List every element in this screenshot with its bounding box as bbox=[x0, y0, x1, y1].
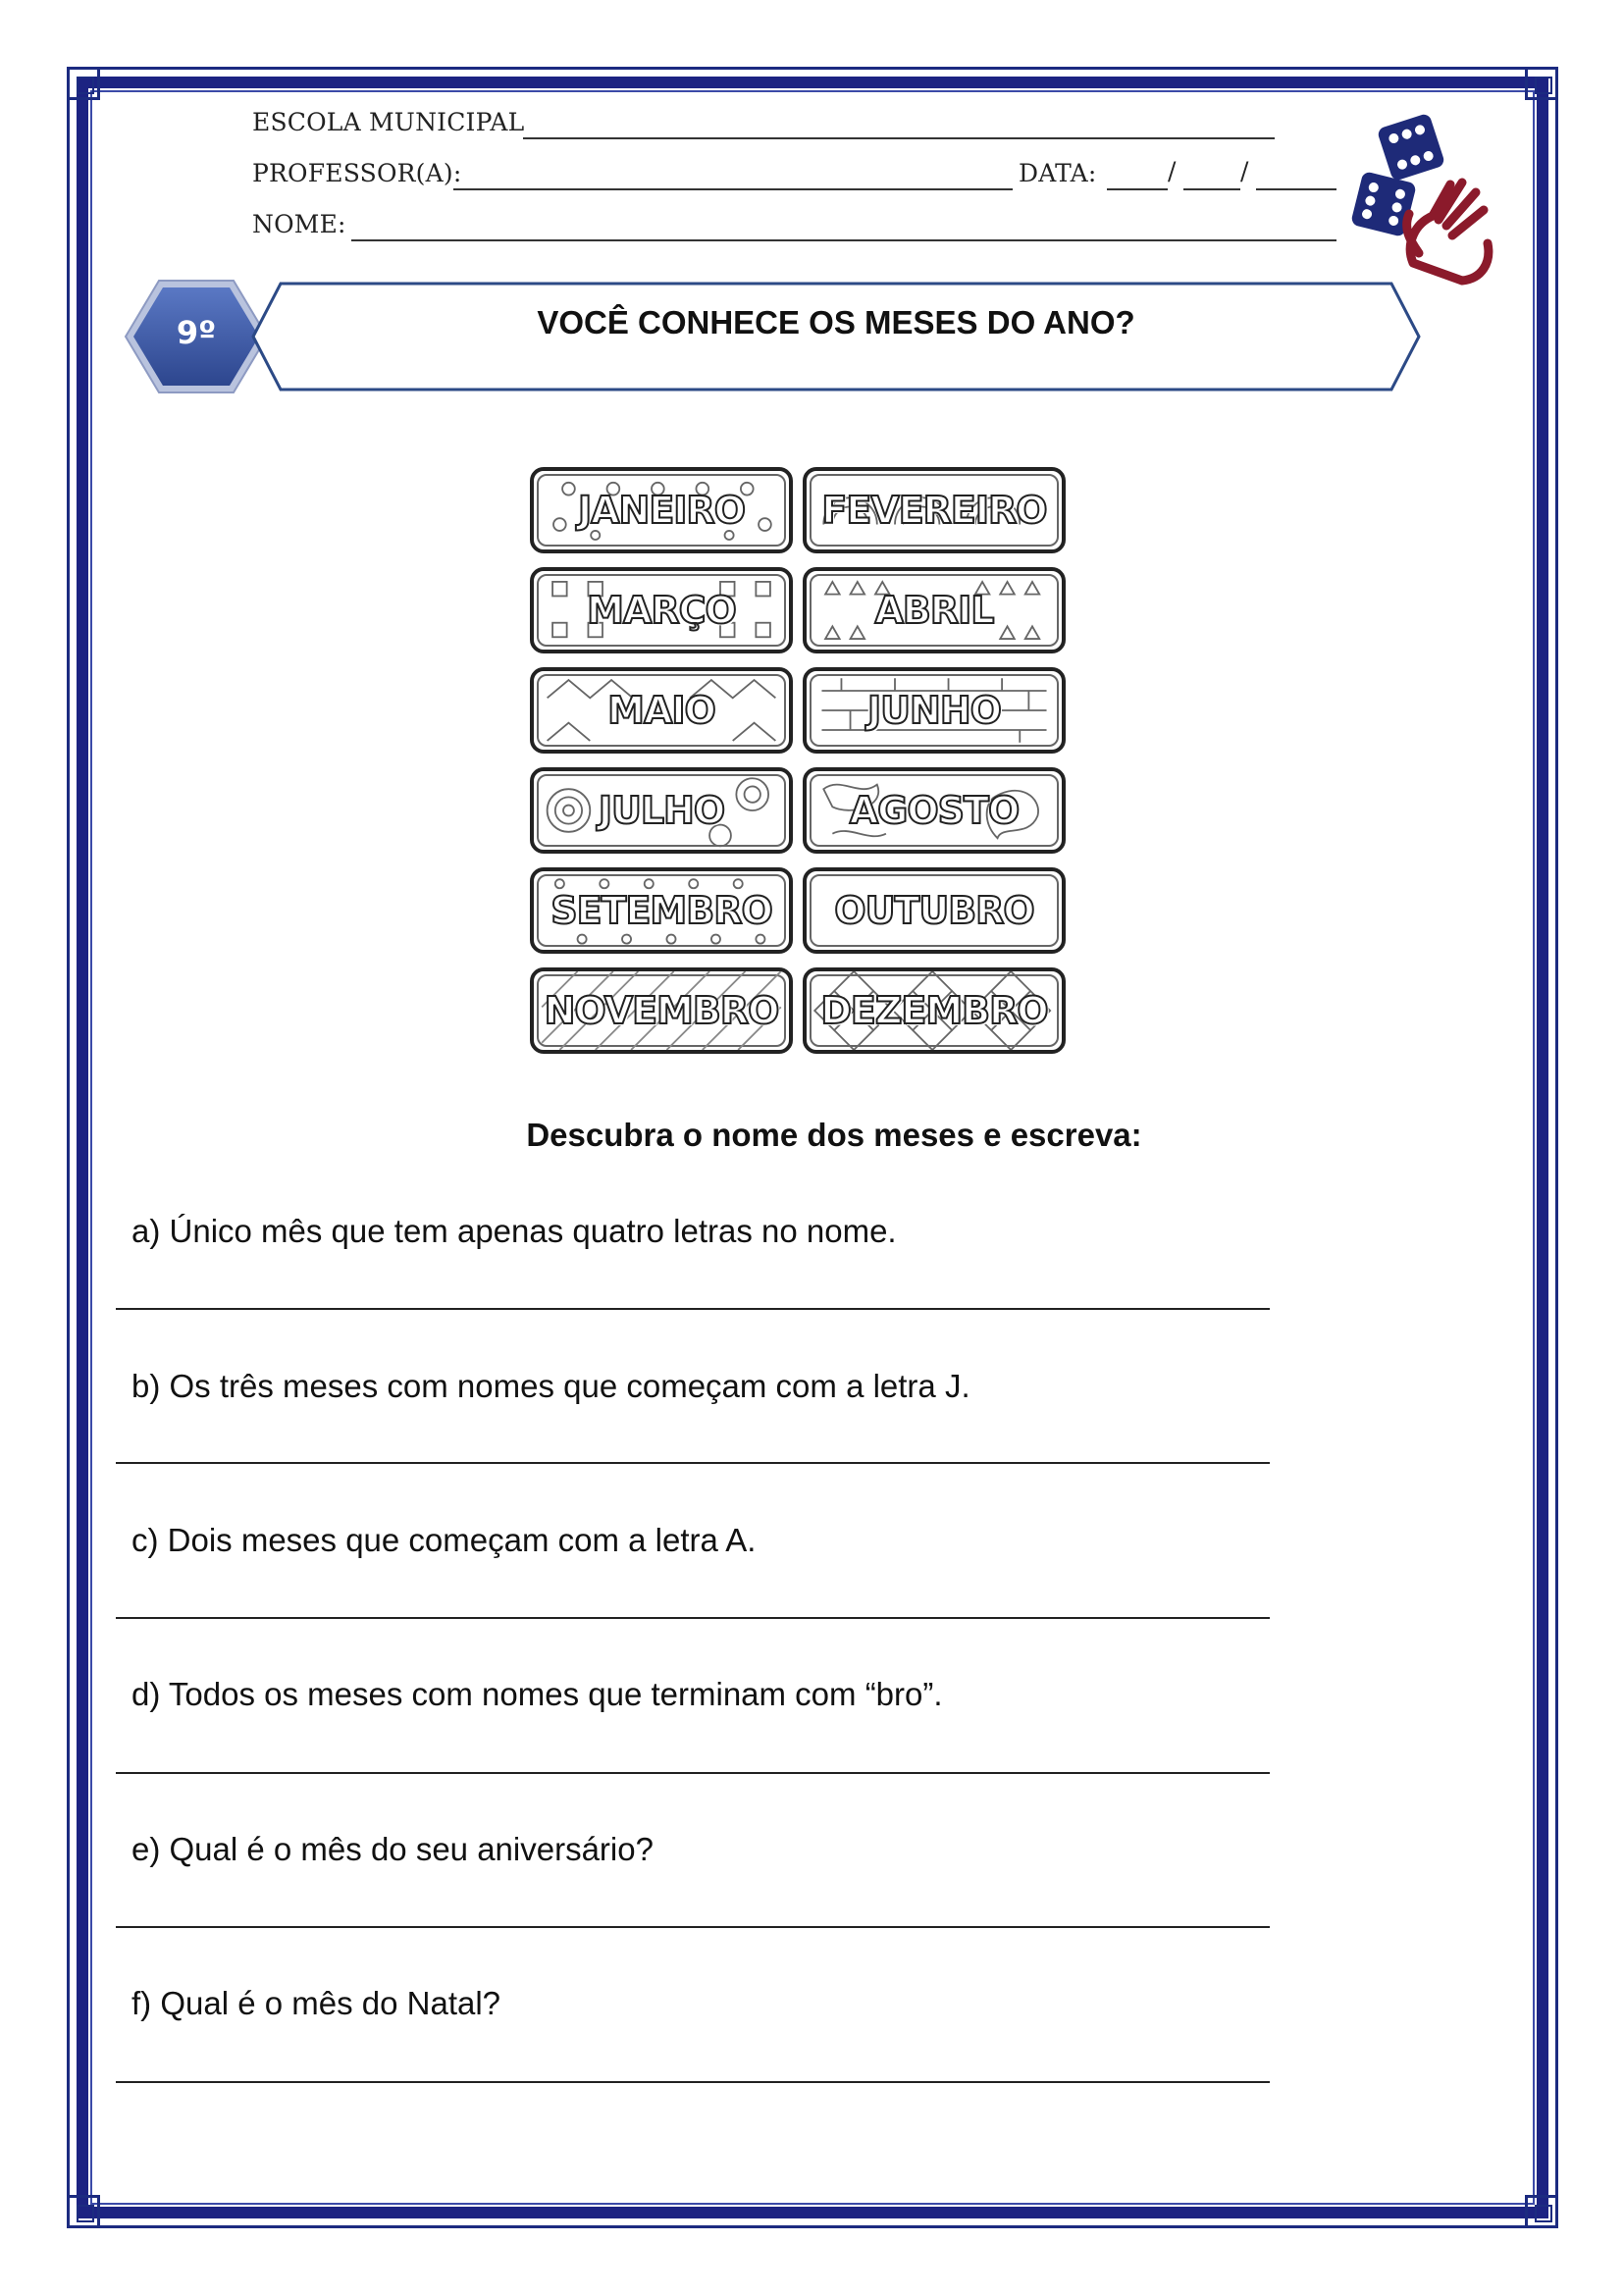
answer-line-e[interactable] bbox=[116, 1926, 1270, 1928]
question-b: b) Os três meses com nomes que começam com a letra J. bbox=[131, 1368, 970, 1404]
month-tile-abril bbox=[803, 567, 1066, 653]
date-label: DATA: bbox=[1019, 159, 1097, 187]
teacher-field[interactable] bbox=[453, 188, 1013, 190]
grade-text: 9º bbox=[176, 314, 217, 351]
answer-line-c[interactable] bbox=[116, 1617, 1270, 1619]
corner-ornament-top-left bbox=[67, 67, 100, 100]
instructions: Descubra o nome dos meses e escreva: bbox=[526, 1117, 1142, 1153]
corner-ornament-bottom-right bbox=[1525, 2195, 1558, 2228]
answer-line-b[interactable] bbox=[116, 1462, 1270, 1464]
question-c: c) Dois meses que começam com a letra A. bbox=[131, 1522, 757, 1558]
corner-ornament-bottom-left bbox=[67, 2195, 100, 2228]
month-tile-dezembro bbox=[803, 967, 1066, 1054]
month-label: AGOSTO bbox=[849, 789, 1020, 832]
name-label: NOME: bbox=[252, 210, 346, 238]
month-label: OUTUBRO bbox=[834, 889, 1034, 932]
school-field[interactable] bbox=[523, 137, 1275, 139]
month-tile-marco bbox=[530, 567, 793, 653]
month-tile-julho bbox=[530, 767, 793, 854]
teacher-label: PROFESSOR(A): bbox=[252, 159, 462, 187]
date-month-field[interactable] bbox=[1183, 188, 1240, 190]
month-tile-setembro bbox=[530, 867, 793, 954]
answer-line-d[interactable] bbox=[116, 1772, 1270, 1774]
question-e: e) Qual é o mês do seu aniversário? bbox=[131, 1831, 654, 1867]
school-label: ESCOLA MUNICIPAL bbox=[252, 108, 525, 136]
question-d: d) Todos os meses com nomes que terminam com “bro”. bbox=[131, 1676, 943, 1712]
date-separator: / bbox=[1240, 157, 1249, 185]
question-f: f) Qual é o mês do Natal? bbox=[131, 1985, 501, 2021]
month-label: NOVEMBRO bbox=[544, 989, 779, 1032]
months-grid bbox=[530, 467, 1068, 1064]
answer-line-a[interactable] bbox=[116, 1308, 1270, 1310]
corner-ornament-top-right bbox=[1525, 67, 1558, 100]
month-label: JANEIRO bbox=[577, 489, 745, 532]
month-tile-janeiro bbox=[530, 467, 793, 553]
month-label: ABRIL bbox=[874, 589, 994, 632]
hand-icon bbox=[1407, 183, 1489, 281]
month-tile-novembro bbox=[530, 967, 793, 1054]
month-tile-junho bbox=[803, 667, 1066, 754]
date-day-field[interactable] bbox=[1107, 188, 1168, 190]
page-title: VOCÊ CONHECE OS MESES DO ANO? bbox=[537, 304, 1135, 340]
month-label: MARÇO bbox=[587, 589, 736, 632]
dice-hand-illustration bbox=[1344, 106, 1511, 302]
question-a: a) Único mês que tem apenas quatro letras no nome. bbox=[131, 1213, 897, 1249]
die-icon bbox=[1377, 113, 1446, 183]
date-year-field[interactable] bbox=[1256, 188, 1336, 190]
month-tile-maio bbox=[530, 667, 793, 754]
answer-line-f[interactable] bbox=[116, 2081, 1270, 2083]
month-label: SETEMBRO bbox=[550, 889, 772, 932]
month-label: MAIO bbox=[607, 689, 715, 732]
date-separator: / bbox=[1168, 157, 1177, 185]
month-label: FEVEREIRO bbox=[821, 489, 1047, 532]
name-field[interactable] bbox=[351, 239, 1336, 241]
month-tile-agosto bbox=[803, 767, 1066, 854]
month-tile-fevereiro bbox=[803, 467, 1066, 553]
month-label: JULHO bbox=[598, 789, 725, 832]
month-tile-outubro bbox=[803, 867, 1066, 954]
month-label: DEZEMBRO bbox=[820, 989, 1048, 1032]
month-label: JUNHO bbox=[867, 689, 1001, 732]
